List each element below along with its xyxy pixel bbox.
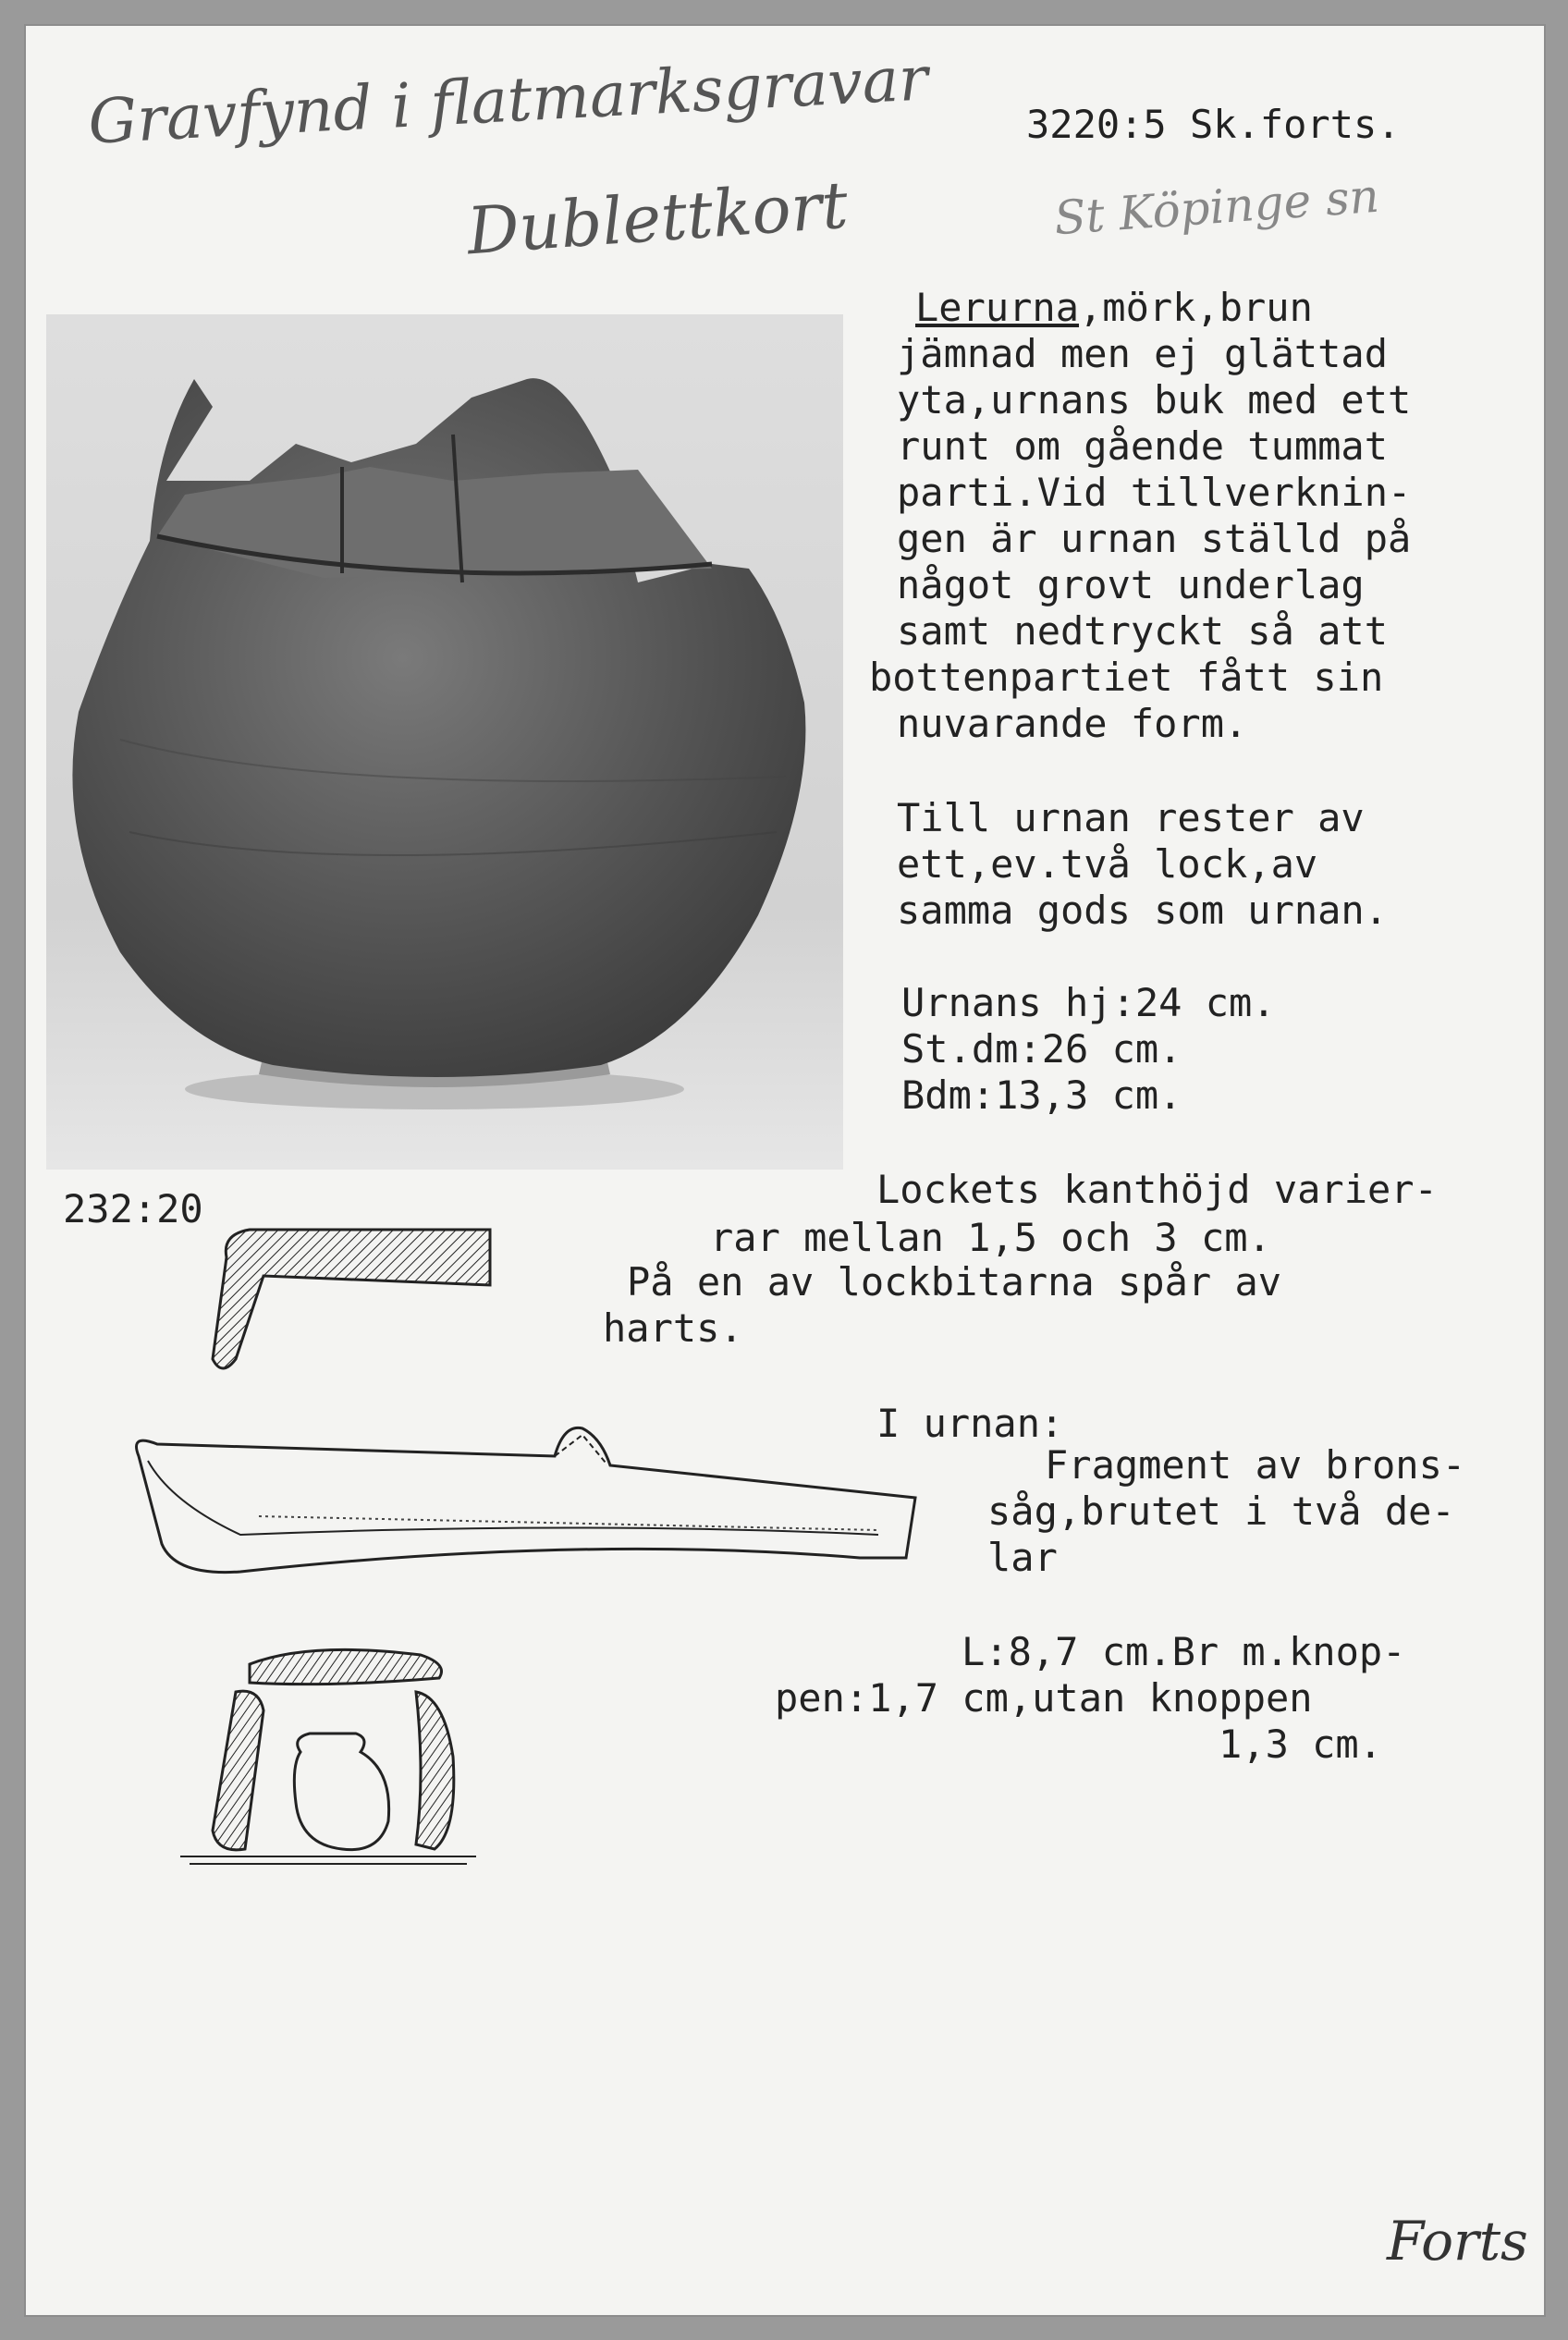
description-line: yta,urnans buk med ett	[897, 377, 1412, 423]
saw-measure-line: L:8,7 cm.Br m.knop-	[962, 1629, 1406, 1674]
catalog-number: 3220:5 Sk.forts.	[1026, 102, 1401, 147]
lid-text-line: På en av lockbitarna spår av	[627, 1259, 1282, 1305]
in-urn-heading: I urnan:	[876, 1401, 1064, 1446]
description-line: parti.Vid tillverknin-	[897, 470, 1412, 515]
measure-line: Bdm:13,3 cm.	[901, 1072, 1182, 1118]
description-line: jämnad men ej glättad	[897, 331, 1389, 376]
saw-measure-line: 1,3 cm.	[1219, 1721, 1383, 1767]
bronze-saw-drawing	[120, 1405, 934, 1609]
handwritten-forts: Forts	[1387, 2210, 1528, 2273]
description-line: runt om gående tummat	[897, 423, 1389, 469]
lid-text-line: Lockets kanthöjd varier-	[876, 1167, 1438, 1212]
measure-line: Urnans hj:24 cm.	[901, 980, 1276, 1025]
lid-text-line: harts.	[603, 1305, 743, 1351]
saw-measure-line: pen:1,7 cm,utan knoppen	[775, 1675, 1313, 1721]
description-line-1: Lerurna,mörk,brun	[915, 285, 1313, 330]
fragment-line: lar	[987, 1535, 1058, 1580]
saw-cross-section-drawing	[171, 1636, 485, 1886]
description-line: samt nedtryckt så att	[897, 608, 1389, 654]
lid-profile-drawing	[203, 1220, 499, 1387]
fragment-line: såg,brutet i två de-	[987, 1489, 1455, 1534]
measure-line: St.dm:26 cm.	[901, 1026, 1182, 1072]
description-line: bottenpartiet fått sin	[869, 655, 1384, 700]
description-line: nuvarande form.	[897, 701, 1248, 746]
photo-number: 232:20	[63, 1186, 203, 1231]
fragment-line: Fragment av brons-	[1045, 1442, 1466, 1488]
lid-text-line: rar mellan 1,5 och 3 cm.	[710, 1215, 1271, 1260]
description-line: något grovt underlag	[897, 562, 1365, 607]
handwritten-parish: St Köpinge sn	[1052, 168, 1381, 246]
description-line: gen är urnan ställd på	[897, 516, 1412, 561]
handwritten-title: Gravfynd i flatmarksgravar	[86, 43, 930, 158]
urn-photo	[46, 314, 843, 1170]
lid-remains-line: samma gods som urnan.	[897, 888, 1389, 933]
lid-remains-line: Till urnan rester av	[897, 795, 1365, 840]
handwritten-dublett: Dublettkort	[464, 166, 851, 270]
urn-image	[46, 314, 843, 1170]
lid-remains-line: ett,ev.två lock,av	[897, 841, 1318, 887]
